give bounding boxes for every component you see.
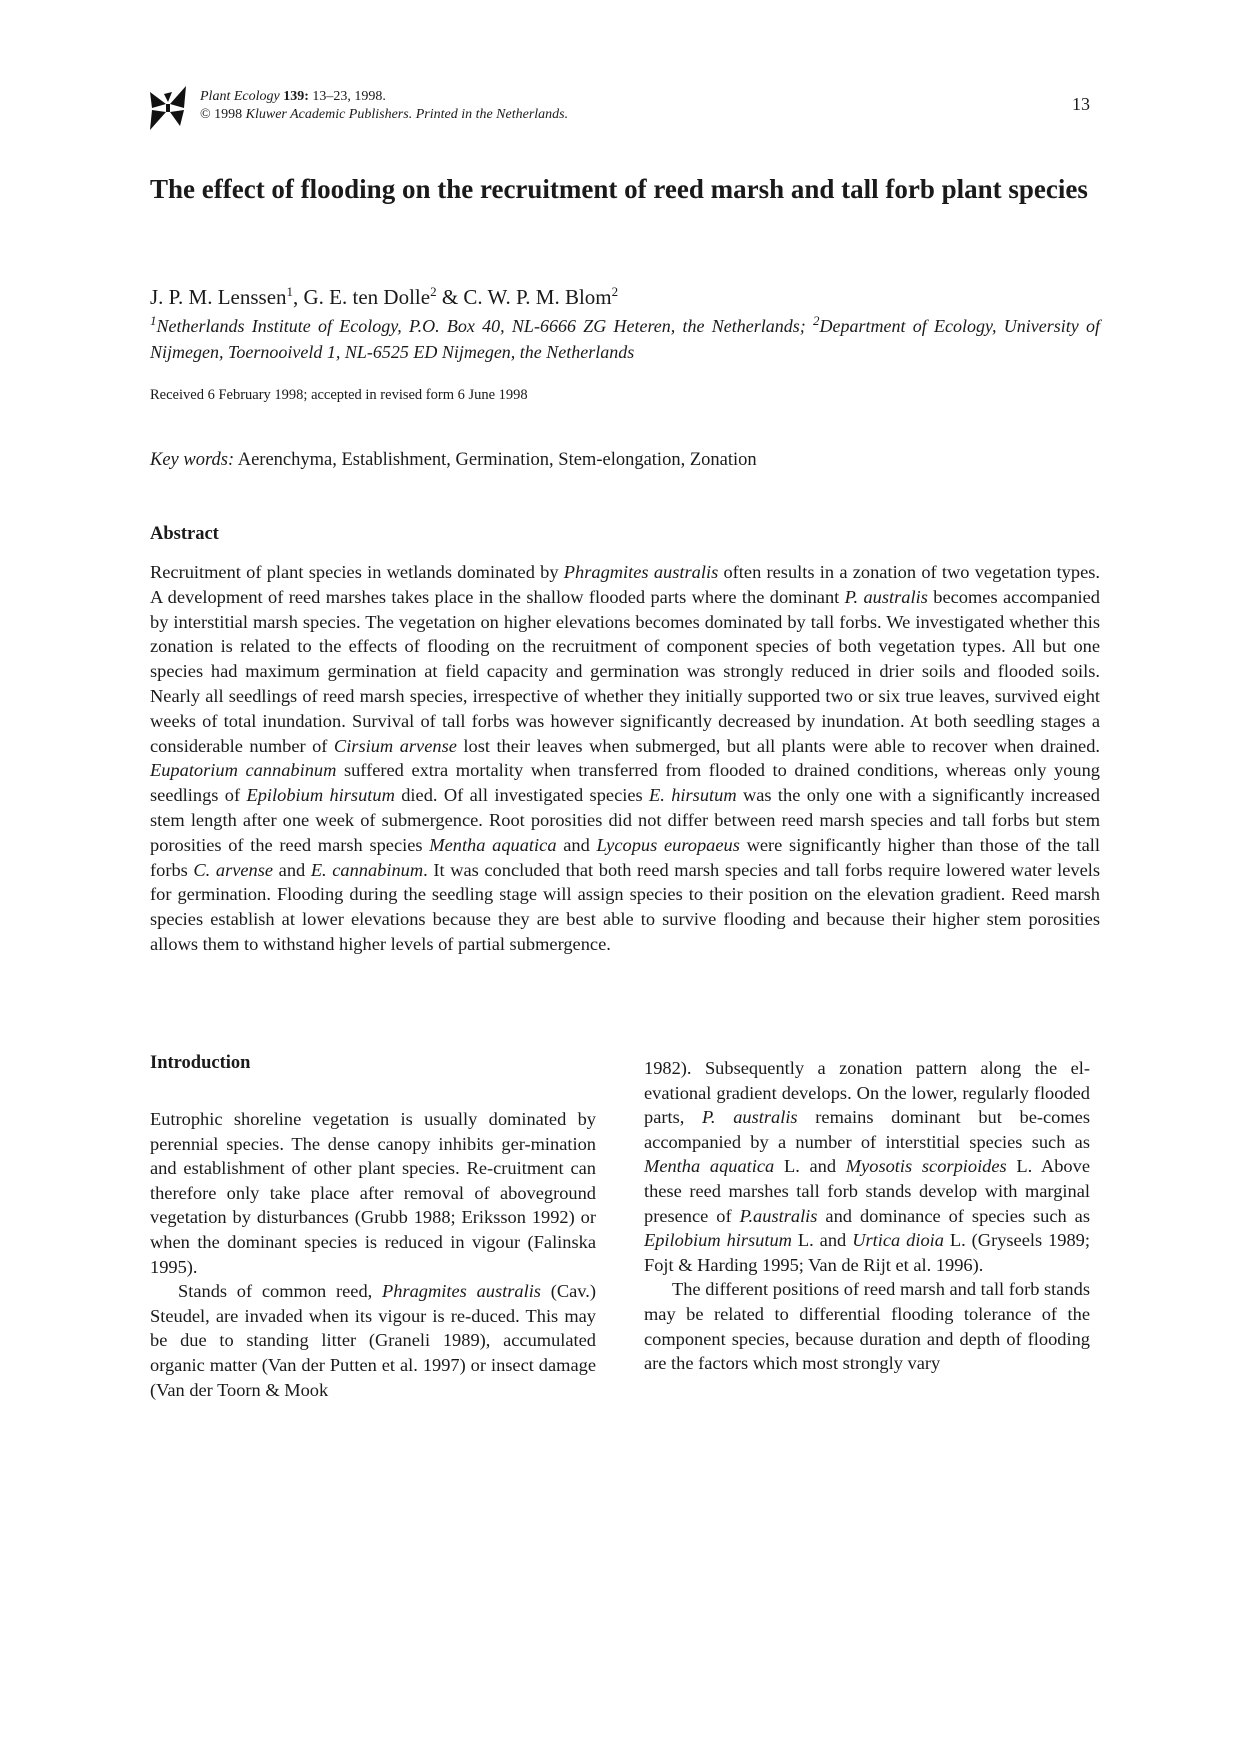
- text-run: lost their leaves when submerged, but all plants were able to recover when drained.: [456, 735, 1100, 756]
- text-run: Stands of common reed,: [178, 1281, 383, 1302]
- species-name: P. australis: [844, 586, 928, 607]
- journal-line-2: [200, 106, 568, 124]
- author: C. W. P. M. Blom$^2$: [463, 284, 619, 309]
- species-name: Phragmites australis: [563, 562, 719, 582]
- journal-volume: 139:: [283, 89, 309, 104]
- text-run: The different positions of reed marsh and tall forb stands may be related to differential flooding tolerance of the component species, because duration and depth of flooding are the factors which most strongly vary: [644, 1279, 1090, 1374]
- text-run: Eutrophic shoreline vegetation is usually dominated by perennial species. The dense canopy inhibits ger-mination and establishment of other plant species. Re-cruitment can therefore only take place after removal of aboveground vegetation by disturbances (Grubb 1988; Eriksson 1992) or when the dominant species is reduced in vigour (Falinska 1995).: [150, 1109, 596, 1277]
- species-name: Epilobium hirsutum: [246, 785, 395, 806]
- paragraph: [644, 1056, 1090, 1277]
- text-run: often results in a zonation of two vegetation types. A development of reed marshes takes place in the shallow flooded parts where the dominant: [150, 562, 1100, 607]
- affiliations: $^1$Netherlands Institute of Ecology, P.O. Box 40, NL-6666 ZG Heteren, the Netherlands; $^2$Department of Ecology, University of Nijmegen, Toernooiveld 1, NL-6525 ED Nijmegen, the Netherlands: [150, 313, 1101, 362]
- species-name: E. cannabinum: [310, 859, 424, 880]
- text-run: and: [556, 834, 597, 855]
- text-run: (Cav.) Steudel, are invaded when its vigour is re-duced. This may be due to standing litter (Graneli 1989), accumulated organic matter (Van der Putten et al. 1997) or insect damage (Van der Toorn & Mook: [150, 1281, 597, 1400]
- page-number: 13: [1072, 94, 1090, 114]
- species-name: Cirsium arvense: [333, 735, 457, 756]
- text-run: L. and: [774, 1156, 846, 1177]
- species-name: Epilobium hirsutum: [644, 1230, 792, 1251]
- text-run: 1982). Subsequently a zonation pattern along the el-evational gradient develops. On the lower, regularly flooded parts,: [644, 1058, 1090, 1128]
- journal-line-1: [200, 88, 568, 106]
- text-run: L. and: [791, 1230, 853, 1251]
- introduction-right-column: [644, 1056, 1090, 1376]
- article-title: The effect of flooding on the recruitment of reed marsh and tall forb plant species: [150, 174, 1088, 204]
- text-run: L. (Gryseels 1989; Fojt & Harding 1995; Van de Rijt et al. 1996).: [644, 1230, 1090, 1275]
- text-run: and dominance of species such as: [817, 1205, 1090, 1226]
- copyright: © 1998: [200, 107, 246, 122]
- abstract-text: [150, 560, 1100, 957]
- abstract-heading: Abstract: [150, 524, 219, 544]
- species-name: P. australis: [702, 1107, 798, 1128]
- text-run: was the only one with a significantly increased stem length after one week of submergence. Root porosities did not differ between reed marsh species and tall forbs but stem porosities of the reed marsh species: [150, 785, 1101, 855]
- author-list: [150, 284, 618, 310]
- keywords-label: Key words:: [150, 450, 235, 470]
- affiliation-2: Department of Ecology, University of Nijmegen, Toernooiveld 1, NL-6525 ED Nijmegen, the Netherlands: [150, 316, 1101, 362]
- species-name: P.australis: [739, 1205, 818, 1226]
- species-name: Phragmites australis: [382, 1281, 541, 1302]
- introduction-heading: Introduction: [150, 1053, 251, 1073]
- publisher-line: Kluwer Academic Publishers. Printed in the Netherlands.: [245, 107, 569, 122]
- journal-pages-year: 13–23, 1998.: [308, 89, 386, 104]
- text-run: were significantly higher than those of the tall forbs: [150, 834, 1100, 880]
- affiliation-1: Netherlands Institute of Ecology, P.O. Box 40, NL-6666 ZG Heteren, the Netherlands;: [156, 316, 814, 336]
- journal-name: Plant Ecology: [200, 89, 280, 104]
- keywords: [150, 450, 757, 471]
- text-run: L. Above these reed marshes tall forb stands develop with marginal presence of: [644, 1156, 1090, 1226]
- species-name: Lycopus europaeus: [596, 834, 740, 855]
- paragraph: [644, 1277, 1090, 1375]
- text-run: remains dominant but be-comes accompanied by a number of interstitial species such as: [644, 1107, 1090, 1152]
- species-name: Mentha aquatica: [429, 834, 557, 855]
- text-run: Recruitment of plant species in wetlands dominated by: [150, 562, 564, 582]
- species-name: Eupatorium cannabinum: [150, 760, 337, 781]
- species-name: Urtica dioia: [852, 1230, 944, 1251]
- author: G. E. ten Dolle$^2$ &: [303, 284, 464, 309]
- paragraph: [150, 1107, 596, 1279]
- text-run: becomes accompanied by interstitial marsh species. The vegetation on higher elevations becomes dominated by tall forbs. We investigated whether this zonation is related to the effects of flooding on the recruitment of component species of both vegetation types. All but one species had maximum germination at field capacity and germination was strongly reduced in drier soils and flooded soils. Nearly all seedlings of reed marsh species, irrespective of whether they initially supported two or six true leaves, survived eight weeks of total inundation. Survival of tall forbs was however significantly decreased by inundation. At both seedling stages a considerable number of: [150, 586, 1100, 756]
- journal-citation: [200, 88, 568, 124]
- species-name: C. arvense: [193, 859, 274, 880]
- kluwer-logo-icon: [150, 86, 186, 130]
- species-name: E. hirsutum: [649, 785, 737, 806]
- received-dates: Received 6 February 1998; accepted in revised form 6 June 1998: [150, 387, 528, 403]
- text-run: . It was concluded that both reed marsh species and tall forbs require lowered water levels for germination. Flooding during the seedling stage will assign species to their position on the elevation gradient. Reed marsh species establish at lower elevations because they are best able to survive flooding and because their higher stem porosities allows them to withstand higher levels of partial submergence.: [150, 859, 1100, 954]
- species-name: Myosotis scorpioides: [845, 1156, 1007, 1177]
- text-run: suffered extra mortality when transferred from flooded to drained conditions, whereas only young seedlings of: [150, 760, 1100, 806]
- keywords-list: Aerenchyma, Establishment, Germination, Stem-elongation, Zonation: [234, 450, 757, 470]
- text-run: died. Of all investigated species: [394, 785, 650, 806]
- species-name: Mentha aquatica: [644, 1156, 775, 1177]
- author: J. P. M. Lenssen$^1$,: [150, 284, 304, 309]
- text-run: and: [273, 859, 311, 880]
- paragraph: [150, 1279, 596, 1402]
- introduction-left-column: [150, 1107, 596, 1402]
